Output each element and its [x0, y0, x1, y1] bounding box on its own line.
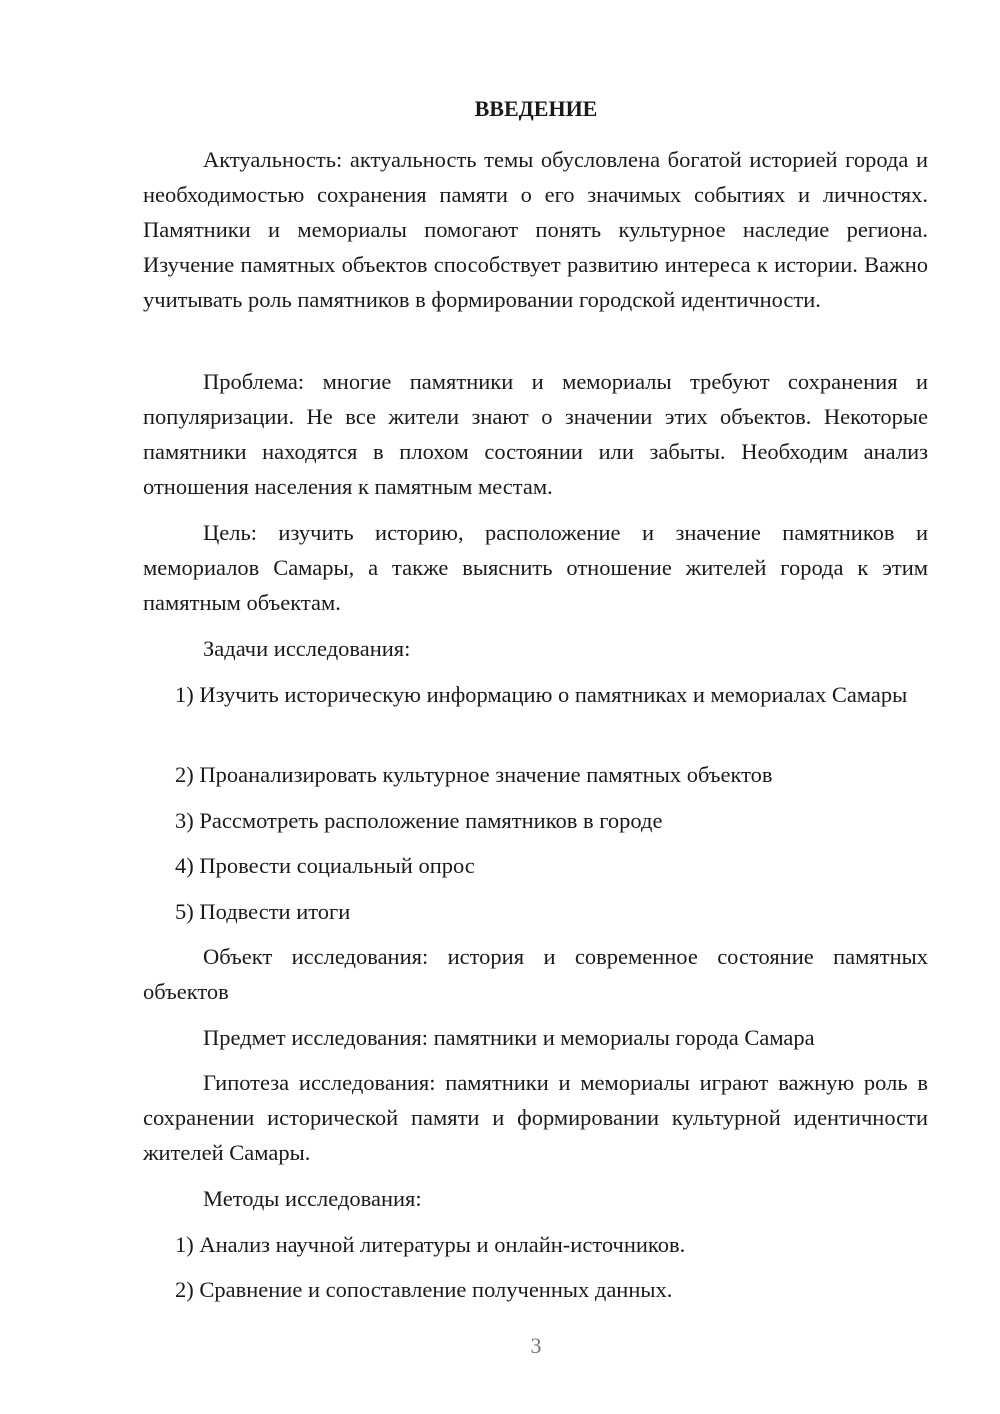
method-item: 1) Анализ научной литературы и онлайн-источников.: [175, 1232, 686, 1257]
page-number: 3: [530, 1333, 542, 1358]
methods-heading: Методы исследования:: [203, 1186, 422, 1211]
task-item: 2) Проанализировать культурное значение памятных объектов: [175, 762, 773, 787]
tasks-heading: Задачи исследования:: [203, 636, 411, 661]
subject-paragraph: Предмет исследования: памятники и мемориалы города Самара: [203, 1025, 815, 1050]
object-paragraph: Объект исследования: история и современное состояние памятных объектов: [143, 944, 928, 1004]
relevance-paragraph: Актуальность: актуальность темы обусловлена богатой историей города и необходимостью сохранения памяти о его значимых событиях и личностях. Памятники и мемориалы помогают понять культурное наследие региона. Изучение памятных объектов способствует развитию интереса к истории. Важно учитывать роль памятников в формировании городской идентичности.: [143, 147, 928, 312]
hypothesis-paragraph: Гипотеза исследования: памятники и мемориалы играют важную роль в сохранении исторической памяти и формировании культурной идентичности жителей Самары.: [143, 1070, 928, 1165]
page-title: ВВЕДЕНИЕ: [474, 96, 598, 121]
method-item: 2) Сравнение и сопоставление полученных данных.: [175, 1277, 673, 1302]
task-item: 1) Изучить историческую информацию о памятниках и мемориалах Самары: [175, 682, 908, 707]
task-item: 4) Провести социальный опрос: [175, 853, 475, 878]
problem-paragraph: Проблема: многие памятники и мемориалы требуют сохранения и популяризации. Не все жители знают о значении этих объектов. Некоторые памятники находятся в плохом состоянии или забыты. Необходим анализ отношения населения к памятным местам.: [143, 369, 928, 499]
task-item: 3) Рассмотреть расположение памятников в городе: [175, 808, 663, 833]
goal-paragraph: Цель: изучить историю, расположение и значение памятников и мемориалов Самары, а также выяснить отношение жителей города к этим памятным объектам.: [143, 520, 928, 615]
task-item: 5) Подвести итоги: [175, 899, 351, 924]
